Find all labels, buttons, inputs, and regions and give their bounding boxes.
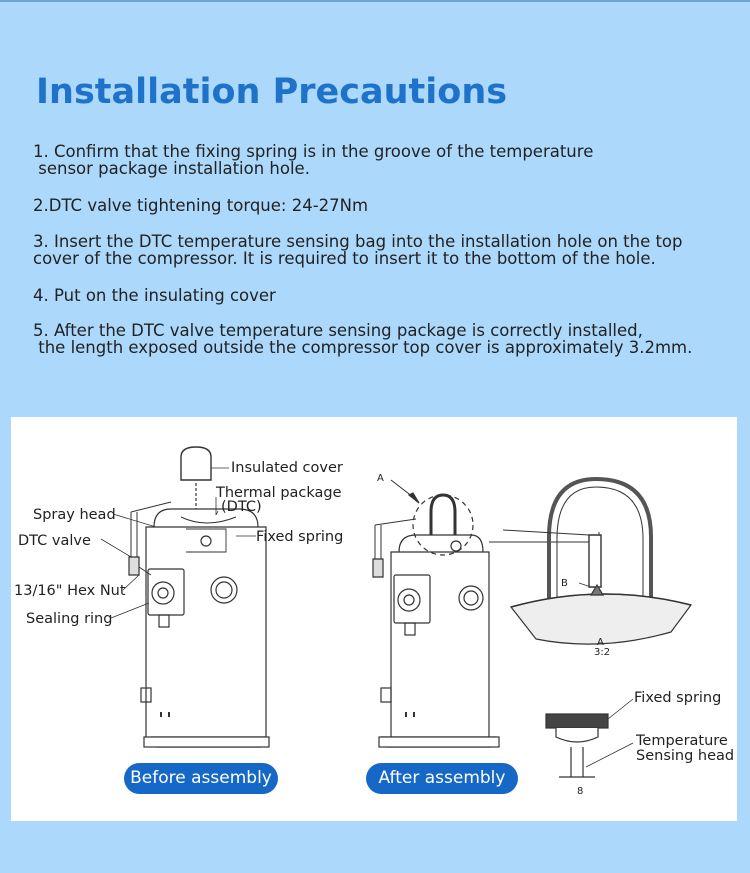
step-5-line-1: 5. After the DTC valve temperature sensing package is correctly installed,: [33, 321, 643, 340]
top-border: [0, 0, 750, 2]
step-2: [33, 197, 733, 214]
before-assembly-badge: Before assembly: [124, 763, 278, 794]
label-callout-a: A: [377, 473, 384, 484]
step-1-line-2: sensor package installation hole.: [33, 159, 310, 178]
step-3-line-2: cover of the compressor. It is required to insert it to the bottom of the hole.: [33, 249, 656, 268]
label-thermal-package: Thermal package: [216, 485, 342, 501]
label-temperature: Temperature: [636, 733, 728, 749]
step-2-line-1: 2.DTC valve tightening torque: 24-27Nm: [33, 196, 369, 215]
diagram-panel: [11, 417, 737, 821]
step-1: [33, 143, 733, 177]
label-detail-a: A: [597, 637, 604, 648]
detail-8-illustration: [546, 699, 633, 777]
step-5: [33, 322, 733, 356]
step-4: [33, 287, 733, 304]
label-sealing-ring: Sealing ring: [26, 611, 113, 627]
label-dtc-valve: DTC valve: [18, 533, 91, 549]
label-fixed-spring-right: Fixed spring: [634, 690, 722, 706]
label-fixed-spring-left: Fixed spring: [256, 529, 344, 545]
after-assembly-badge: After assembly: [366, 763, 518, 794]
detail-a-illustration: [503, 479, 691, 644]
label-detail-8: 8: [577, 786, 584, 797]
step-5-line-2: the length exposed outside the compressor top cover is approximately 3.2mm.: [33, 338, 693, 357]
label-insulated-cover: Insulated cover: [231, 460, 343, 476]
label-spray-head: Spray head: [33, 507, 116, 523]
step-4-line-1: 4. Put on the insulating cover: [33, 286, 276, 305]
label-thermal-package-dtc: (DTC): [221, 499, 262, 515]
page-title: Installation Precautions: [36, 72, 508, 112]
label-hex-nut: 13/16" Hex Nut: [14, 583, 126, 599]
step-1-line-1: 1. Confirm that the fixing spring is in the groove of the temperature: [33, 142, 594, 161]
step-3: [33, 233, 733, 267]
label-detail-scale: 3:2: [594, 647, 611, 658]
label-sensing-head: Sensing head: [636, 748, 735, 764]
label-callout-b: B: [561, 578, 568, 589]
installation-diagram: [11, 417, 737, 821]
step-3-line-1: 3. Insert the DTC temperature sensing bag into the installation hole on the top: [33, 232, 683, 251]
